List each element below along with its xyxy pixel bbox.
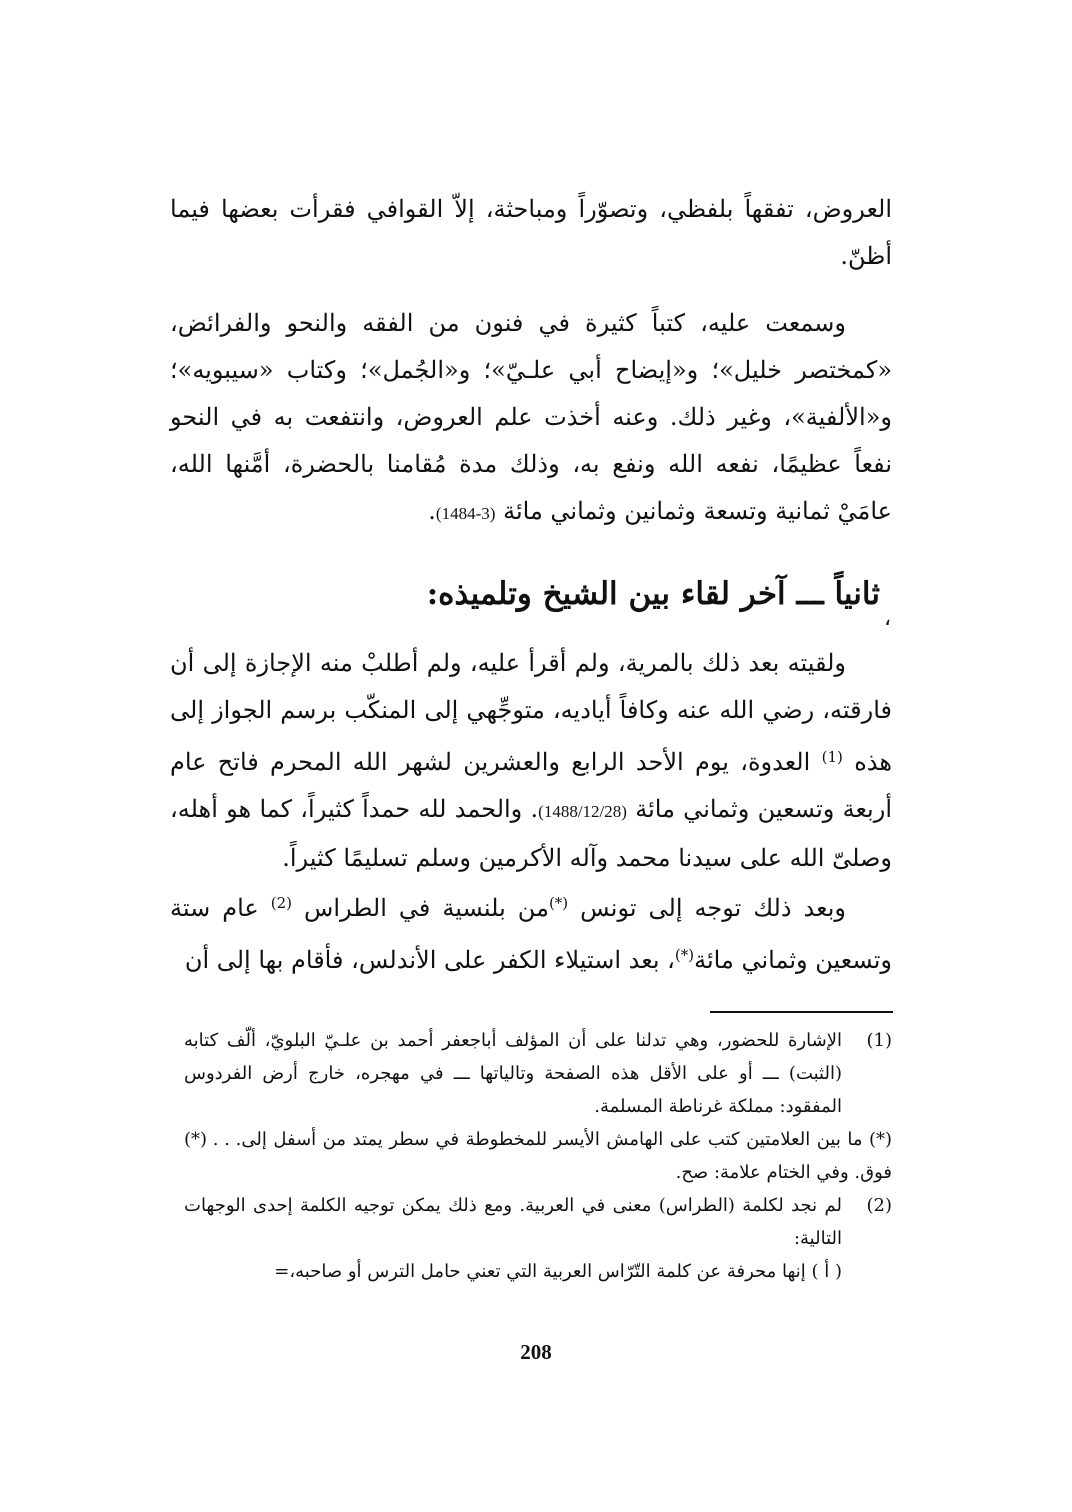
paragraph-last-meeting <box>170 640 892 882</box>
footnote-text: (*) ما بين العلامتين كتب على الهامش الأيسر للمخطوطة في سطر يمتد من أسفل إلى فوق. وفي الختام علامة: صح. <box>241 1129 892 1183</box>
paragraph-books-heard <box>170 300 892 537</box>
footnote-marker: (2) <box>866 1195 892 1216</box>
paragraph-text: ولقيته بعد ذلك بالمرية، ولم أقرأ عليه، ولم أطلبْ منه الإجازة إلى أن فارقته، رضي الله عنه وكافاً أياديه، متوجِّهي إلى المنكّب برسم الجواز إلى هذه <box>170 649 893 776</box>
star-marker-open: (*) <box>548 894 569 912</box>
footnote-divider <box>710 1011 893 1013</box>
paragraph-text: من بلنسية في الطراس <box>304 894 549 922</box>
footnote-star <box>184 1123 892 1189</box>
paragraph-continuation <box>170 186 892 280</box>
footnote-text: لم نجد لكلمة (الطراس) معنى في العربية. ومع ذلك يمكن توجيه الكلمة إحدى الوجهات التالية: <box>184 1195 842 1249</box>
footnote-1 <box>184 1024 892 1123</box>
paragraph-text: العدوة، يوم الأحد الرابع والعشرين لشهر الله المحرم فاتح عام أربعة وتسعين وثماني مائة <box>170 748 892 823</box>
section-heading: ثانياً ـــ آخر لقاء بين الشيخ وتلميذه: <box>426 576 880 612</box>
footnote-ref-1: (1) <box>821 748 843 766</box>
margin-mark: ، <box>884 606 892 631</box>
paragraph-end: . <box>428 497 436 525</box>
footnote-2 <box>184 1189 892 1255</box>
page-number: 208 <box>520 1340 552 1364</box>
footnote-marker: (1) <box>866 1030 892 1051</box>
paragraph-tunis <box>170 880 892 984</box>
footnote-ref-2: (2) <box>270 894 293 912</box>
footnote-marker: (*) . . . <box>184 1129 242 1150</box>
footnote-text: الإشارة للحضور، وهي تدلنا على أن المؤلف أباجعفر أحمد بن علـيّ البلويّ، ألّف كتابه (الثبت) ـــ أو على الأقل هذه الصفحة وتالياتها ـــ في مهجره، خارج أرض الفردوس المفقود: مملكة غرناطة المسلمة. <box>184 1030 842 1117</box>
paragraph-text: . والحمد لله حمداً كثيراً، كما هو أهله، وصلىّ الله على سيدنا محمد وآله الأكرمين وسلم تسليمًا كثيراً. <box>170 795 892 872</box>
footnotes <box>184 1024 892 1288</box>
footnote-subitem-a: ( أ ) إنها محرفة عن كلمة التّرّاس العربية التي تعني حامل الترس أو صاحبه،= <box>274 1261 842 1282</box>
paragraph-text: وبعد ذلك توجه إلى تونس <box>580 894 847 922</box>
paragraph-text: عام ستة وتسعين وثماني مائة <box>170 894 892 974</box>
paragraph-text: العروض، تفقهاً بلفظي، وتصوّراً ومباحثة، إلاّ القوافي فقرأت بعضها فيما أظنّ. <box>170 195 892 270</box>
paragraph-text: ، بعد استيلاء الكفر على الأندلس، فأقام بها إلى أن <box>184 946 675 974</box>
date-reference: (1488/12/28) <box>538 802 627 821</box>
star-marker-close: (*) <box>674 946 695 964</box>
paragraph-text: وسمعت عليه، كتباً كثيرة في فنون من الفقه والنحو والفرائض، «كمختصر خليل»؛ و«إيضاح أبي علـيّ»؛ و«الجُمل»؛ وكتاب «سيبويه»؛ و«الألفية»، وغير ذلك. وعنه أخذت علم العروض، وانتفعت به في النحو نفعاً عظيمًا، نفعه الله ونفع به، وذلك مدة مُقامنا بالحضرة، أمَّنها الله، عامَيْ ثمانية وتسعة وثمانين وثماني مائة <box>170 309 892 525</box>
date-reference: (3-1484) <box>435 504 496 523</box>
